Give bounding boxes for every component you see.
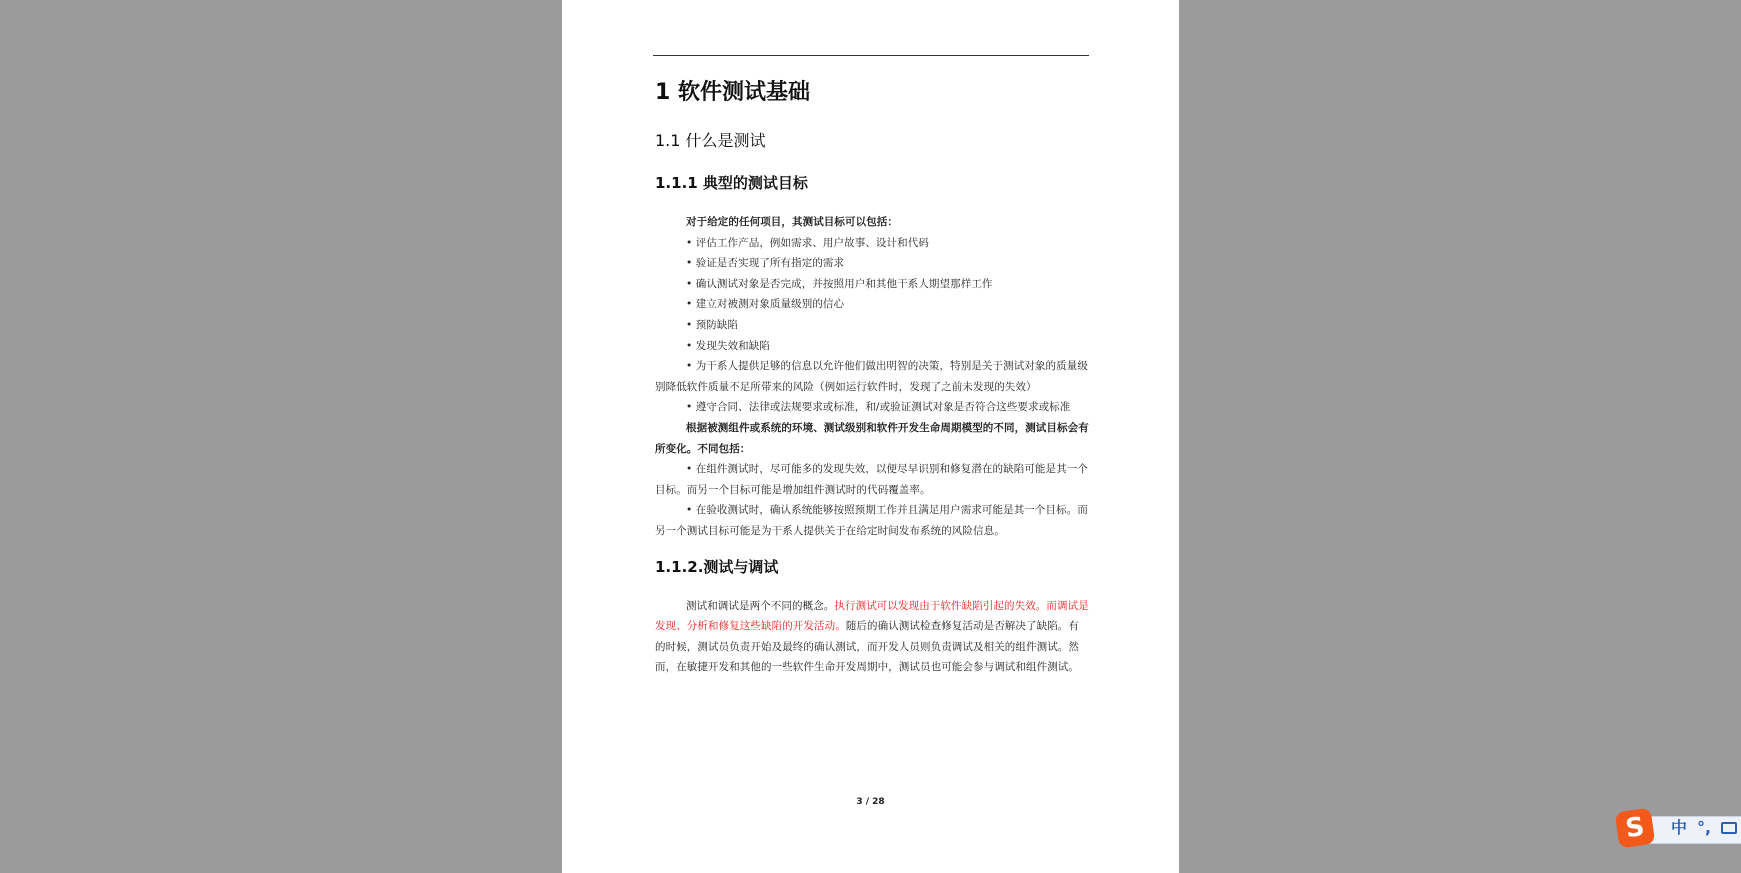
header-rule xyxy=(653,55,1089,56)
heading-3-debugging: 1.1.2.测试与调试 xyxy=(655,557,779,576)
page-content xyxy=(655,78,1089,678)
debug-text-1: 测试和调试是两个不同的概念。 xyxy=(686,599,835,612)
ime-toolbar[interactable] xyxy=(1617,810,1741,846)
list-item: • 验证是否实现了所有指定的需求 xyxy=(686,257,845,270)
debug-text-highlight: 执行测试可以发现由于软件缺陷引起的失效。而调试是发现、分析和修复这些缺陷的开发活动。 xyxy=(655,599,1089,633)
goals-intro: 对于给定的任何项目，其测试目标可以包括： xyxy=(686,216,898,228)
ime-punctuation-toggle[interactable]: °, xyxy=(1697,818,1712,837)
heading-1: 1 软件测试基础 xyxy=(655,80,810,105)
sogou-logo-icon[interactable]: S xyxy=(1615,808,1656,849)
list-item: • 确认测试对象是否完成，并按照用户和其他干系人期望那样工作 xyxy=(686,277,993,290)
ime-mode-toggle[interactable]: 中 xyxy=(1671,818,1688,837)
list-item: • 发现失效和缺陷 xyxy=(686,339,770,352)
context-intro: 根据被测组件或系统的环境、测试级别和软件开发生命周期模型的不同，测试目标会有所变化。不同包括： xyxy=(655,421,1089,455)
document-page xyxy=(562,0,1179,873)
list-item: • 预防缺陷 xyxy=(686,318,739,331)
page-number: 3 / 28 xyxy=(856,797,885,807)
debug-text-2: 随后的确认测试检查修复活动是否解决了缺陷。有的时候，测试员负责开始及最终的确认测试，而开发人员则负责调试及相关的组件测试。然而，在敏捷开发和其他的一些软件生命开发周期中，测试员也可能会参与调试和组件测试。 xyxy=(655,620,1080,674)
list-item: • 为干系人提供足够的信息以允许他们做出明智的决策，特别是关于测试对象的质量级别降低软件质量不足所带来的风险（例如运行软件时，发现了之前未发现的失效） xyxy=(655,360,1088,393)
list-item: • 评估工作产品，例如需求、用户故事、设计和代码 xyxy=(686,236,929,249)
heading-3-goals: 1.1.1 典型的测试目标 xyxy=(655,174,808,192)
list-item: • 在组件测试时，尽可能多的发现失效，以便尽早识别和修复潜在的缺陷可能是其一个目标。而另一个目标可能是增加组件测试时的代码覆盖率。 xyxy=(655,463,1088,496)
debug-paragraph xyxy=(655,596,1089,678)
list-item: • 遵守合同、法律或法规要求或标准，和/或验证测试对象是否符合这些要求或标准 xyxy=(686,401,1071,414)
list-item: • 在验收测试时，确认系统能够按照预期工作并且满足用户需求可能是其一个目标。而另一个测试目标可能是为干系人提供关于在给定时间发布系统的风险信息。 xyxy=(655,504,1088,537)
heading-2: 1.1 什么是测试 xyxy=(655,131,766,150)
keyboard-icon[interactable] xyxy=(1721,822,1737,834)
list-item: • 建立对被测对象质量级别的信心 xyxy=(686,298,845,311)
